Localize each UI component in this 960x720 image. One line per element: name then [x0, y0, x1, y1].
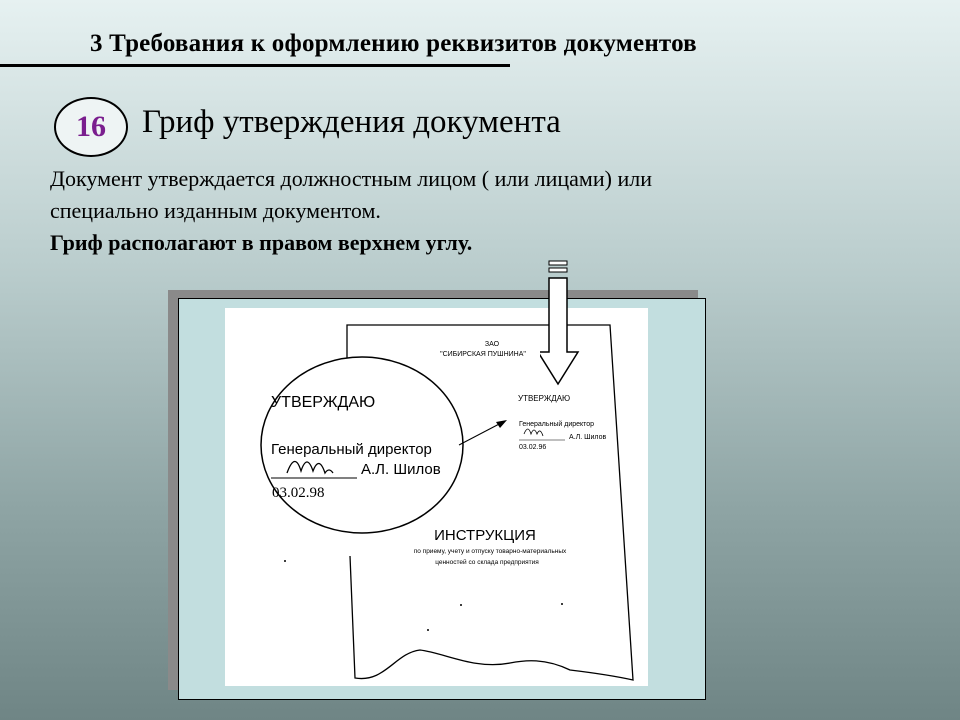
down-arrow-icon — [540, 258, 590, 388]
document-subtitle-line-1: по приему, учету и отпуску товарно-материальных — [413, 548, 567, 555]
large-name: А.Л. Шилов — [361, 461, 441, 478]
small-date: 03.02.96 — [519, 444, 547, 451]
pointer-arrow-head — [496, 420, 507, 428]
small-name: А.Л. Шилов — [569, 434, 607, 441]
large-date: 03.02.98 — [272, 485, 325, 501]
document-subtitle-line-2: ценностей со склада предприятия — [435, 559, 539, 566]
org-line-2: "СИБИРСКАЯ ПУШНИНА" — [440, 351, 526, 358]
small-approve: УТВЕРЖДАЮ — [518, 394, 571, 403]
document-type: ИНСТРУКЦИЯ — [434, 527, 536, 544]
slide-title: 3 Требования к оформлению реквизитов документов — [90, 30, 697, 57]
org-line-1: ЗАО — [484, 341, 500, 348]
body-line-3-bold: Гриф располагают в правом верхнем углу. — [50, 230, 473, 255]
large-position: Генеральный директор — [271, 441, 432, 458]
small-signature — [524, 429, 543, 436]
section-number-badge: 16 — [54, 97, 128, 157]
body-line-2: специально изданным документом. — [50, 198, 381, 223]
pointer-arrow-line — [459, 422, 503, 445]
small-position: Генеральный директор — [519, 421, 595, 428]
body-line-1: Документ утверждается должностным лицом ( или лицами) или — [50, 166, 652, 191]
section-heading: Гриф утверждения документа — [142, 104, 561, 140]
title-underline — [0, 64, 510, 67]
large-approve: УТВЕРЖДАЮ — [271, 394, 376, 411]
